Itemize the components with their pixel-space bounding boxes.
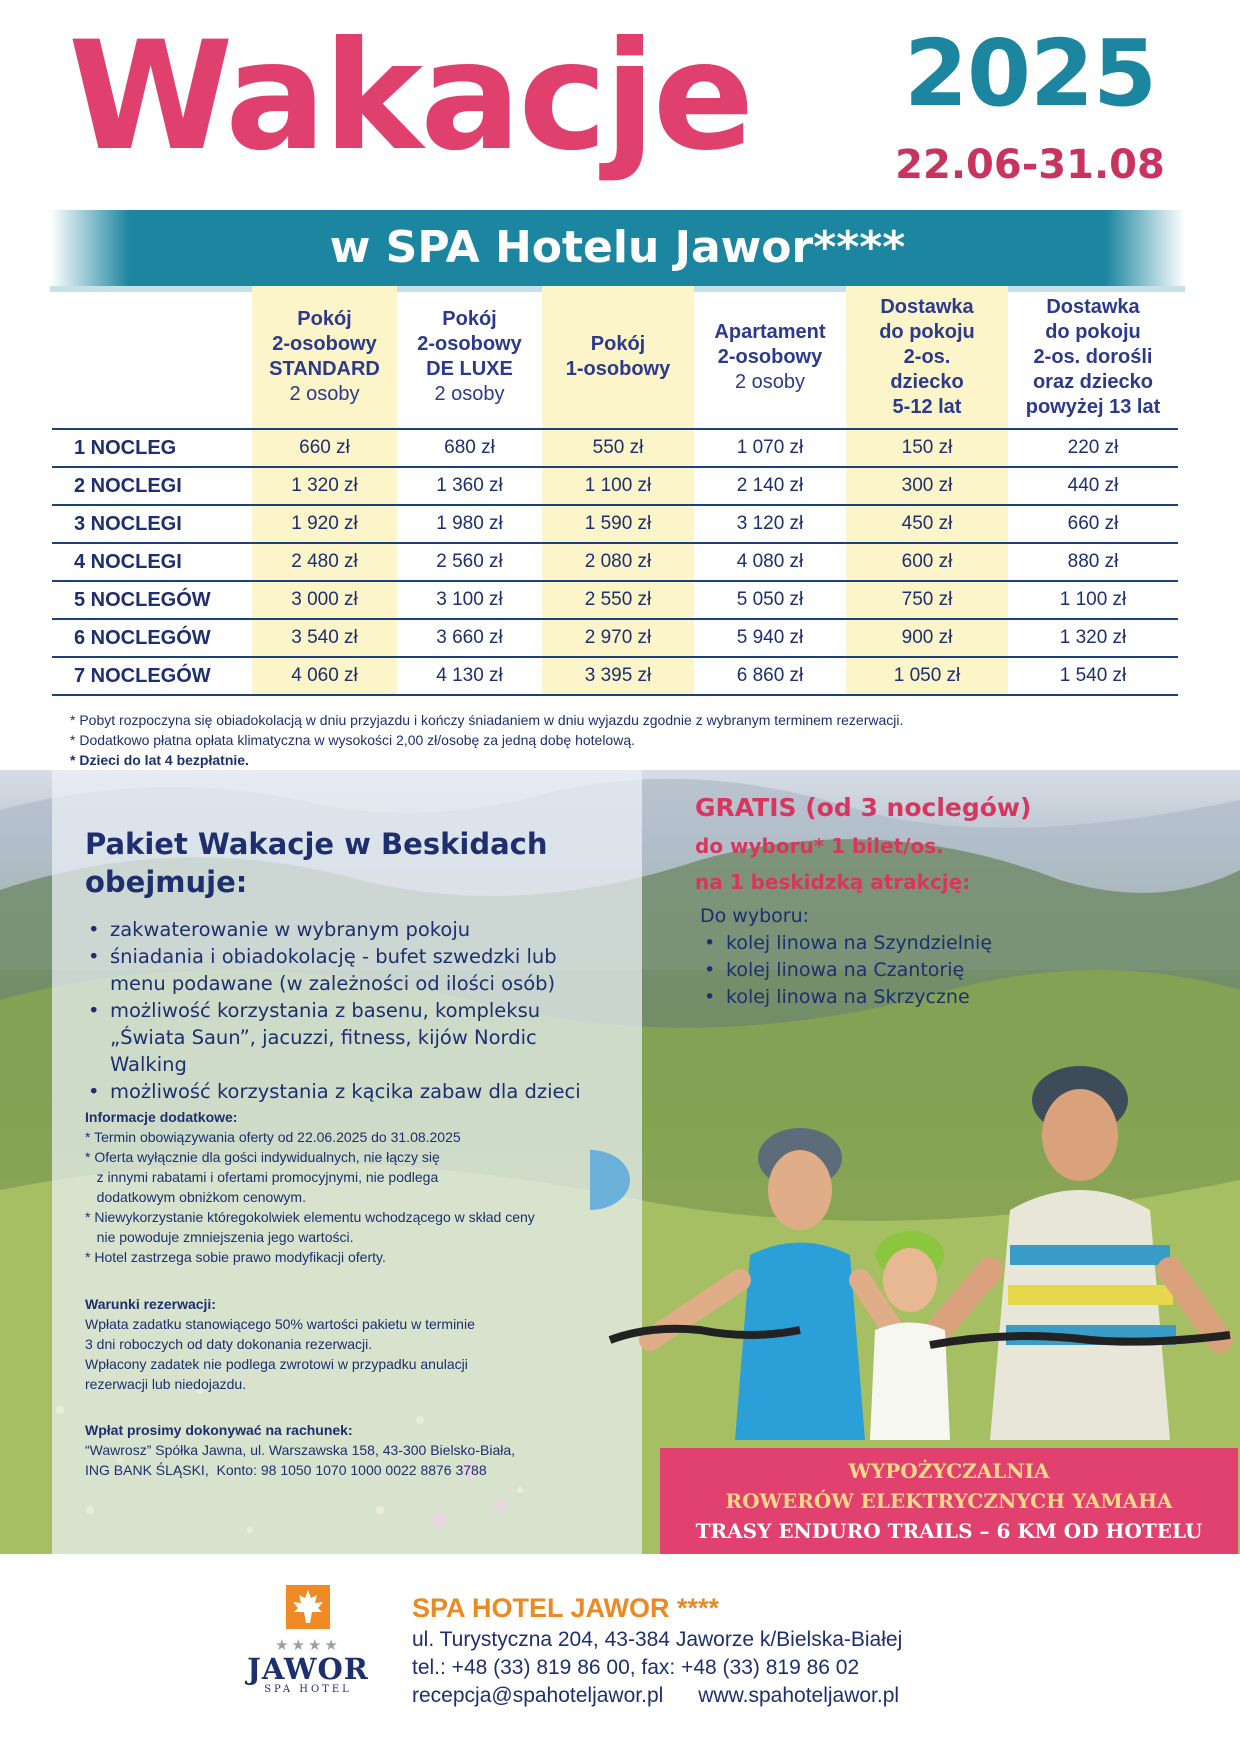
column-header-line: 2-osobowy [717,345,823,368]
choice-list [700,930,1120,1011]
info-heading: Informacje dodatkowe: [85,1109,238,1125]
price-cell: 2 140 zł [694,467,846,505]
list-item: • kolej linowa na Czantorię [704,957,1120,984]
logo-subtitle: SPA HOTEL [264,1684,352,1695]
row-label: 3 NOCLEGI [52,505,252,543]
payment-heading: Wpłat prosimy dokonywać na rachunek: [85,1422,353,1438]
price-cell: 1 100 zł [542,467,694,505]
column-header [252,286,397,429]
price-cell: 150 zł [846,429,1008,467]
package-title-line: obejmuje: [85,865,248,899]
price-cell: 900 zł [846,619,1008,657]
note-line: * Pobyt rozpoczyna się obiadokolacją w dniu przyjazdu i kończy śniadaniem w dniu wyjazdu zgodnie z wybranym terminem rezerwacji. [70,712,904,728]
banner-text: w SPA Hotelu Jawor**** [329,222,906,273]
payment-info [85,1420,645,1480]
price-cell: 3 395 zł [542,657,694,695]
table-header-row [52,286,1178,429]
info-line: * Oferta wyłącznie dla gości indywidualnych, nie łączy się [85,1149,440,1165]
table-corner-cell [52,286,252,429]
column-header [846,286,1008,429]
column-header [694,286,846,429]
logo-stars: ★★★★ [275,1637,341,1654]
column-header-line: Pokój [442,308,497,330]
column-header-line: 2-os. [903,345,951,368]
price-cell: 300 zł [846,467,1008,505]
price-cell: 680 zł [397,429,542,467]
contact-hotel-name: SPA HOTEL JAWOR **** [412,1593,720,1623]
page-title: Wakacje [68,10,752,184]
table-row [52,543,1178,581]
price-cell: 5 050 zł [694,581,846,619]
price-cell: 660 zł [252,429,397,467]
package-title [85,825,605,901]
price-cell: 660 zł [1008,505,1178,543]
price-cell: 1 590 zł [542,505,694,543]
price-cell: 2 560 zł [397,543,542,581]
table-notes [70,710,903,770]
table-row [52,505,1178,543]
column-header-line: do pokoju [879,320,975,343]
gratis-line: na 1 beskidzką atrakcję: [695,870,971,894]
bike-rental-box [660,1448,1238,1554]
column-header [397,286,542,429]
price-cell: 1 320 zł [252,467,397,505]
price-cell: 1 070 zł [694,429,846,467]
price-cell: 1 920 zł [252,505,397,543]
table-row [52,467,1178,505]
rental-line: TRASY ENDURO TRAILS – 6 KM OD HOTELU [695,1519,1203,1543]
note-line: * Dzieci do lat 4 bezpłatnie. [70,752,249,768]
payment-line: ING BANK ŚLĄSKI, Konto: 98 1050 1070 1000 0022 8876 3788 [85,1462,487,1478]
price-cell: 3 100 zł [397,581,542,619]
info-line: z innymi rabatami i ofertami promocyjnymi, nie podlega [85,1169,439,1185]
table-row [52,657,1178,695]
contact-block [412,1590,902,1710]
rental-line: ROWERÓW ELEKTRYCZNYCH YAMAHA [725,1489,1173,1513]
price-cell: 2 480 zł [252,543,397,581]
price-cell: 3 660 zł [397,619,542,657]
list-item: • możliwość korzystania z basenu, kompleksu „Świata Saun”, jacuzzi, fitness, kijów Nordic Walking [88,997,608,1078]
gratis-headline: GRATIS (od 3 noclegów) [695,793,1032,822]
choice-label: Do wyboru: [700,905,810,927]
price-cell: 450 zł [846,505,1008,543]
booking-line: Wpłacony zadatek nie podlega zwrotowi w przypadku anulacji [85,1356,468,1372]
logo-name: JAWOR [247,1652,369,1686]
column-header-line: powyżej 13 lat [1025,395,1161,418]
gratis-line: do wyboru* 1 bilet/os. [695,834,944,858]
maple-leaf-icon [286,1585,330,1629]
price-cell: 600 zł [846,543,1008,581]
price-cell: 5 940 zł [694,619,846,657]
column-header-sub: 2 osoby [434,383,505,405]
column-header-line: Pokój [590,333,646,355]
price-cell: 3 000 zł [252,581,397,619]
price-cell: 3 540 zł [252,619,397,657]
list-item: • śniadania i obiadokolację - bufet szwedzki lub menu podawane (w zależności od ilości osób) [88,943,608,997]
row-label: 2 NOCLEGI [52,467,252,505]
price-cell: 2 970 zł [542,619,694,657]
list-item: • możliwość korzystania z kącika zabaw dla dzieci [88,1078,608,1105]
offer-dates: 22.06-31.08 [895,142,1165,188]
column-header [542,286,694,429]
additional-info [85,1107,645,1267]
row-label: 6 NOCLEGÓW [52,619,252,657]
list-item: • kolej linowa na Skrzyczne [704,984,1120,1011]
column-header-line: 2-osobowy [272,333,377,355]
table-row [52,581,1178,619]
price-cell: 1 050 zł [846,657,1008,695]
price-cell: 1 100 zł [1008,581,1178,619]
column-header-line: oraz dziecko [1032,370,1154,393]
price-cell: 1 360 zł [397,467,542,505]
column-header-line: 2-osobowy [417,333,522,355]
column-header-line: 5-12 lat [892,395,962,418]
info-line: * Niewykorzystanie któregokolwiek elementu wchodzącego w skład ceny [85,1209,535,1225]
offer-year: 2025 [903,20,1157,127]
column-header-line: Pokój [297,308,352,330]
list-item: • kolej linowa na Szyndzielnię [704,930,1120,957]
price-cell: 1 540 zł [1008,657,1178,695]
column-header-line: do pokoju [1045,320,1141,343]
row-label: 4 NOCLEGI [52,543,252,581]
column-header-line: 2-os. dorośli [1033,345,1153,368]
rental-line: WYPOŻYCZALNIA [848,1459,1050,1483]
contact-address: ul. Turystyczna 204, 43-384 Jaworze k/Bielska-Białej [412,1628,903,1651]
price-cell: 2 080 zł [542,543,694,581]
booking-line: rezerwacji lub niedojazdu. [85,1376,247,1392]
row-label: 7 NOCLEGÓW [52,657,252,695]
contact-web[interactable]: recepcja@spahoteljawor.pl www.spahoteljawor.pl [412,1684,900,1707]
booking-line: Wpłata zadatku stanowiącego 50% wartości pakietu w terminie [85,1316,475,1332]
price-cell: 1 320 zł [1008,619,1178,657]
price-table [52,286,1178,696]
price-cell: 880 zł [1008,543,1178,581]
price-cell: 550 zł [542,429,694,467]
booking-line: 3 dni roboczych od daty dokonania rezerwacji. [85,1336,373,1352]
price-cell: 750 zł [846,581,1008,619]
row-label: 1 NOCLEG [52,429,252,467]
info-line: * Termin obowiązywania oferty od 22.06.2025 do 31.08.2025 [85,1129,461,1145]
info-line: dodatkowym obniżkom cenowym. [85,1189,306,1205]
column-header-line: 1-osobowy [565,358,671,380]
column-header-line: Apartament [714,320,826,343]
price-cell: 1 980 zł [397,505,542,543]
info-line: nie powoduje zmniejszenia jego wartości. [85,1229,354,1245]
hotel-logo [238,1585,378,1695]
list-item: • zakwaterowanie w wybranym pokoju [88,916,608,943]
price-cell: 440 zł [1008,467,1178,505]
contact-phones: tel.: +48 (33) 819 86 00, fax: +48 (33) 819 86 02 [412,1656,860,1679]
column-header-sub: 2 osoby [289,383,360,405]
info-line: * Hotel zastrzega sobie prawo modyfikacji oferty. [85,1249,386,1265]
column-header [1008,286,1178,429]
column-header-line: Dostawka [880,295,974,318]
column-header-line: Dostawka [1046,295,1140,318]
row-label: 5 NOCLEGÓW [52,581,252,619]
hotel-banner [50,210,1185,286]
price-cell: 3 120 zł [694,505,846,543]
price-cell: 4 080 zł [694,543,846,581]
gratis-offer [695,788,1031,900]
price-cell: 4 060 zł [252,657,397,695]
price-cell: 4 130 zł [397,657,542,695]
column-header-line: dziecko [890,370,964,393]
column-header-line: STANDARD [269,358,380,380]
table-row [52,619,1178,657]
note-line: * Dodatkowo płatna opłata klimatyczna w wysokości 2,00 zł/osobę za jedną dobę hotelową. [70,732,635,748]
column-header-line: DE LUXE [426,358,513,380]
booking-heading: Warunki rezerwacji: [85,1296,216,1312]
package-items-list [88,916,608,1105]
column-header-sub: 2 osoby [734,370,806,393]
booking-conditions [85,1294,645,1394]
price-cell: 220 zł [1008,429,1178,467]
attraction-choices [700,903,1120,1011]
table-row [52,429,1178,467]
price-cell: 6 860 zł [694,657,846,695]
package-title-line: Pakiet Wakacje w Beskidach [85,827,548,861]
price-cell: 2 550 zł [542,581,694,619]
payment-line: “Wawrosz” Spółka Jawna, ul. Warszawska 158, 43-300 Bielsko-Biała, [85,1442,516,1458]
family-cyclists-photo [590,1040,1240,1450]
